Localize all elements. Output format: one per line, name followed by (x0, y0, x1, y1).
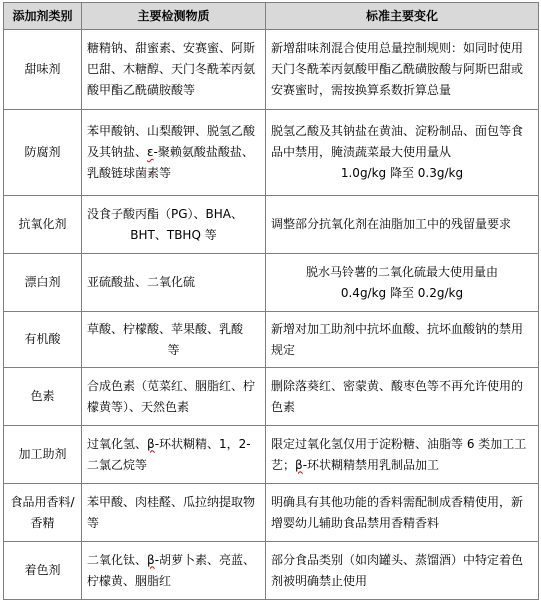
header-category: 添加剂类别 (4, 3, 82, 30)
row-category: 着色剂 (4, 542, 82, 600)
header-substances: 主要检测物质 (82, 3, 266, 30)
row-substances: 亚硫酸盐、二氧化硫 (82, 254, 266, 312)
row-change: 新增对加工助剂中抗坏血酸、抗坏血酸钠的禁用规定 (266, 312, 539, 368)
change-part: 1.0g/kg 降至 0.3g/kg (340, 166, 464, 180)
epsilon-symbol: ε (147, 145, 154, 159)
row-change: 调整部分抗氧化剂在油脂加工中的残留量要求 (266, 196, 539, 254)
document-page (3, 2, 538, 600)
substances-part: -聚赖氨酸盐酸盐、乳酸链球菌素等 (87, 145, 254, 180)
table-row (4, 254, 539, 312)
row-category: 色素 (4, 368, 82, 426)
substances-part: 过氧化氢、 (87, 436, 148, 451)
table-row (4, 30, 539, 110)
table-header-row (4, 3, 539, 30)
change-part: -环状糊精禁用乳制品加工 (302, 457, 440, 472)
beta-symbol: β (147, 436, 155, 451)
substances-part: 等 (167, 342, 180, 357)
header-change: 标准主要变化 (266, 3, 539, 30)
row-category: 抗氧化剂 (4, 196, 82, 254)
row-category: 甜味剂 (4, 30, 82, 110)
row-category: 防腐剂 (4, 110, 82, 196)
row-change: 删除落葵红、密蒙黄、酸枣色等不再允许使用的色素 (266, 368, 539, 426)
table-row (4, 368, 539, 426)
beta-symbol: β (295, 457, 303, 472)
row-substances (82, 110, 266, 196)
row-category: 加工助剂 (4, 426, 82, 484)
row-substances (82, 196, 266, 254)
row-category: 食品用香料/香精 (4, 484, 82, 542)
change-part: 脱氢乙酸及其钠盐在黄油、淀粉制品、面包等食品中禁用，腌渍蔬菜最大使用量从 (271, 124, 524, 159)
table-row (4, 196, 539, 254)
substances-part: -胡萝卜素、亮蓝、柠檬黄、胭脂红 (87, 552, 256, 588)
substances-part: -环状糊精、1，2-二氯乙烷等 (87, 436, 251, 472)
change-part: 0.4g/kg 降至 0.2g/kg (340, 285, 464, 300)
row-change (266, 110, 539, 196)
table-row (4, 426, 539, 484)
substances-part: 没食子酸丙酯（PG）、BHA、 (87, 206, 244, 221)
table-row (4, 542, 539, 600)
table-row (4, 484, 539, 542)
row-change: 新增甜味剂混合使用总量控制规则：如同时使用天门冬酰苯丙氨酸甲酯乙酰磺胺酸与阿斯巴甜或安赛蜜时，需按换算系数折算总量 (266, 30, 539, 110)
substances-part: BHT、TBHQ 等 (130, 227, 217, 242)
row-substances: 苯甲酸、肉桂醛、瓜拉纳提取物等 (82, 484, 266, 542)
table-row (4, 110, 539, 196)
substances-part: 二氧化钛、 (87, 552, 148, 567)
row-substances (82, 312, 266, 368)
table-row (4, 312, 539, 368)
row-change (266, 254, 539, 312)
substances-part: 苯甲酸钠、山梨酸钾、脱氢乙酸及其钠盐、 (87, 124, 256, 159)
row-change: 部分食品类别（如肉罐头、蒸馏酒）中特定着色剂被明确禁止使用 (266, 542, 539, 600)
additive-table (3, 2, 539, 600)
row-category: 有机酸 (4, 312, 82, 368)
row-substances: 糖精钠、甜蜜素、安赛蜜、阿斯巴甜、木糖醇、天门冬酰苯丙氨酸甲酯乙酰磺胺酸等 (82, 30, 266, 110)
row-substances (82, 542, 266, 600)
beta-symbol: β (147, 552, 155, 567)
row-substances (82, 426, 266, 484)
change-part: 脱水马铃薯的二氧化硫最大使用量由 (305, 264, 498, 279)
change-part: 限定过氧化氢仅用于淀粉糖、油脂等 6 类加工工艺； (271, 436, 527, 472)
row-category: 漂白剂 (4, 254, 82, 312)
substances-part: 草酸、柠檬酸、苹果酸、乳酸 (87, 321, 244, 336)
row-substances: 合成色素（苋菜红、胭脂红、柠檬黄等）、天然色素 (82, 368, 266, 426)
row-change: 明确具有其他功能的香料需配制成香精使用，新增婴幼儿辅助食品禁用香精香料 (266, 484, 539, 542)
row-change (266, 426, 539, 484)
